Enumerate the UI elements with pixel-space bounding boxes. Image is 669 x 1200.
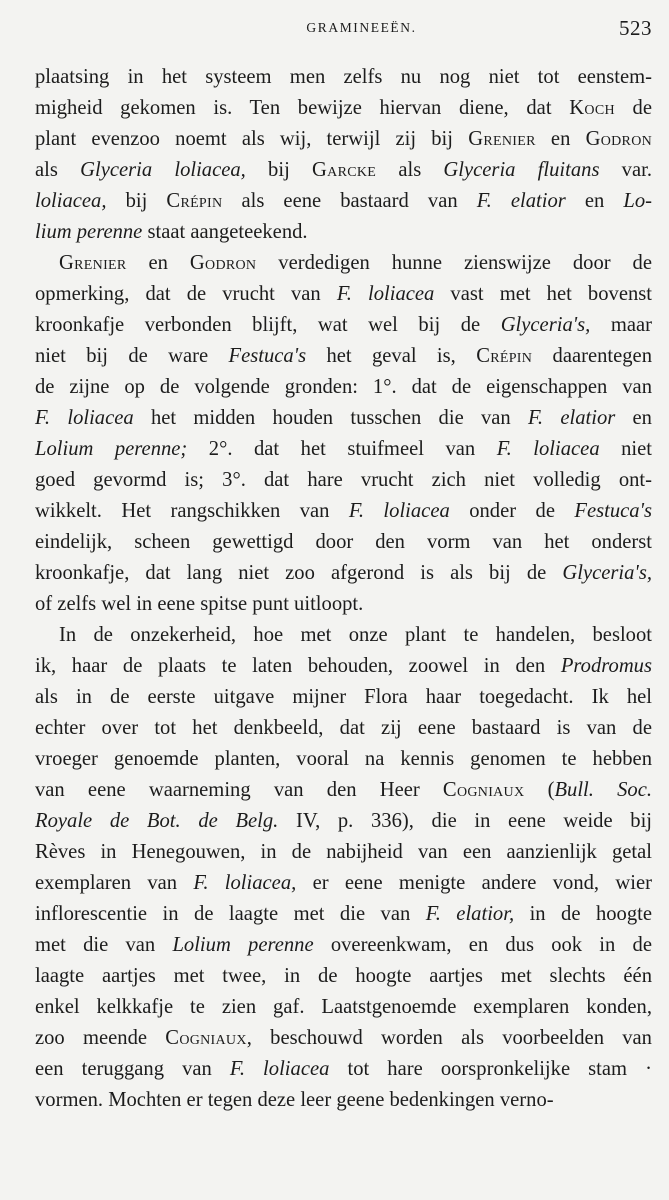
text-segment: inflorescentie in de laagte met die van [35,903,426,925]
italic-text: Royale de Bot. de Belg. [35,810,279,832]
body-text [35,62,652,1116]
text-segment: 2°. dat het stuifmeel van [187,438,497,460]
text-segment: echter over tot het denkbeeld, dat zij eene bastaard is van de [35,717,652,739]
text-line [35,248,652,279]
text-line [35,961,652,992]
page-number: 523 [619,16,652,40]
text-segment: Rèves in Henegouwen, in de nabijheid van een aanzienlijk getal [35,841,652,863]
italic-text: F. loliacea [336,283,435,305]
text-line [35,682,652,713]
small-caps-name: Grenier [59,252,127,274]
text-segment: laagte aartjes met twee, in de hoogte aartjes met slechts één [35,965,652,987]
italic-text: F. loliacea [496,438,600,460]
text-line [35,806,652,837]
text-line [35,651,652,682]
text-segment: tot hare oorspronkelijke stam · [329,1058,652,1080]
running-head-title: GRAMINEEËN. [306,20,417,35]
text-segment: niet [599,438,653,460]
text-segment: bij [245,159,312,181]
italic-text: F. loliacea, [193,872,297,894]
text-segment: van eene waarneming van den Heer [35,779,443,801]
text-line [35,1085,652,1116]
paragraph [35,620,652,1116]
text-line [35,558,652,589]
small-caps-name: Cogniaux [165,1027,247,1049]
italic-text: F. loliacea [35,407,134,429]
text-segment: wikkelt. Het rangschikken van [35,500,349,522]
small-caps-name: Godron [585,128,653,150]
text-line [35,775,652,806]
text-line [35,744,652,775]
text-line [35,186,652,217]
text-line [35,992,652,1023]
text-segment: vormen. Mochten er tegen deze leer geene bedenkingen verno- [35,1089,554,1111]
small-caps-name: Crépin [166,190,223,212]
text-segment: als eene bastaard van [222,190,477,212]
small-caps-name: Cogniaux [442,779,525,801]
text-segment: en [535,128,586,150]
running-head [35,14,652,44]
small-caps-name: Godron [189,252,257,274]
text-segment: daarentegen [532,345,652,367]
italic-text: lium perenne [35,221,143,243]
text-segment: onder de [449,500,575,522]
text-segment: var. [599,159,652,181]
text-segment: vroeger genoemde planten, vooral na kennis genomen te hebben [35,748,652,770]
italic-text: F. loliacea [348,500,450,522]
text-line [35,93,652,124]
text-segment: In de onzekerheid, hoe met onze plant te handelen, besloot [59,624,652,646]
text-segment: niet bij de ware [35,345,229,367]
text-segment: met die van [35,934,173,956]
small-caps-name: Grenier [468,128,536,150]
text-segment: opmerking, dat de vrucht van [35,283,337,305]
small-caps-name: Crépin [476,345,533,367]
text-line [35,930,652,961]
paragraph [35,62,652,248]
text-line [35,899,652,930]
text-segment: en [126,252,190,274]
italic-text: Glyceria fluitans [443,159,600,181]
italic-text: Bull. Soc. [554,779,653,801]
text-segment: zoo meende [35,1027,166,1049]
text-segment: het geval is, [306,345,477,367]
text-segment: , beschouwd worden als voorbeelden van [246,1027,652,1049]
text-line [35,496,652,527]
text-segment: plaatsing in het systeem men zelfs nu nog niet tot eenstem- [35,66,652,88]
italic-text: Prodromus [560,655,652,677]
text-line [35,713,652,744]
small-caps-name: Garcke [312,159,377,181]
text-segment: exemplaren van [35,872,194,894]
italic-text: loliacea, [35,190,107,212]
text-line [35,341,652,372]
text-line [35,1023,652,1054]
italic-text: Lo- [623,190,653,212]
text-segment: de [614,97,652,119]
text-segment: maar [590,314,653,336]
text-segment: in de hoogte [514,903,653,925]
text-segment: en [615,407,652,429]
text-segment: IV, p. 336), die in eene weide bij [278,810,653,832]
text-segment: vast met het bovenst [434,283,652,305]
paragraph [35,248,652,620]
text-segment: als in de eerste uitgave mijner Flora haar toegedacht. Ik hel [35,686,652,708]
text-line [35,310,652,341]
italic-text: Lolium perenne [172,934,314,956]
text-line [35,434,652,465]
text-line [35,279,652,310]
text-segment: goed gevormd is; 3°. dat hare vrucht zich niet volledig ont- [35,469,652,491]
text-segment: migheid gekomen is. Ten bewijze hiervan diene, dat [35,97,570,119]
text-segment: een teruggang van [35,1058,230,1080]
text-line [35,124,652,155]
text-line [35,868,652,899]
text-segment: enkel kelkkafje te zien gaf. Laatstgenoemde exemplaren konden, [35,996,652,1018]
text-segment: als [376,159,444,181]
italic-text: Glyceria's, [500,314,591,336]
italic-text: Glyceria loliacea, [80,159,246,181]
small-caps-name: Koch [569,97,615,119]
text-line [35,155,652,186]
italic-text: F. loliacea [229,1058,330,1080]
text-line [35,620,652,651]
text-segment: als [35,159,81,181]
text-segment: plant evenzoo noemt als wij, terwijl zij bij [35,128,469,150]
text-line [35,62,652,93]
text-segment: of zelfs wel in eene spitse punt uitloopt. [35,593,364,615]
text-line [35,372,652,403]
text-segment: eindelijk, scheen gewettigd door den vorm van het onderst [35,531,652,553]
text-segment: ik, haar de plaats te laten behouden, zoowel in den [35,655,561,677]
text-segment: er eene menigte andere vond, wier [296,872,652,894]
text-segment: en [565,190,624,212]
text-line [35,465,652,496]
italic-text: Festuca's [574,500,652,522]
italic-text: Lolium perenne; [35,438,188,460]
italic-text: F. elatior, [425,903,515,925]
text-segment: bij [106,190,167,212]
italic-text: Glyceria's, [562,562,652,584]
text-segment: kroonkafje verbonden blijft, wat wel bij de [35,314,501,336]
italic-text: Festuca's [228,345,307,367]
text-line [35,837,652,868]
text-line [35,1054,652,1085]
text-segment: ( [524,779,555,801]
text-segment: kroonkafje, dat lang niet zoo afgerond is als bij de [35,562,563,584]
text-line [35,589,652,620]
text-line [35,403,652,434]
text-segment: staat aangeteekend. [142,221,308,243]
text-segment: verdedigen hunne zienswijze door de [256,252,652,274]
italic-text: F. elatior [528,407,616,429]
text-line [35,527,652,558]
italic-text: F. elatior [476,190,566,212]
text-line [35,217,652,248]
text-segment: overeenkwam, en dus ook in de [313,934,652,956]
text-segment: de zijne op de volgende gronden: 1°. dat de eigenschappen van [35,376,652,398]
text-segment: het midden houden tusschen die van [133,407,528,429]
